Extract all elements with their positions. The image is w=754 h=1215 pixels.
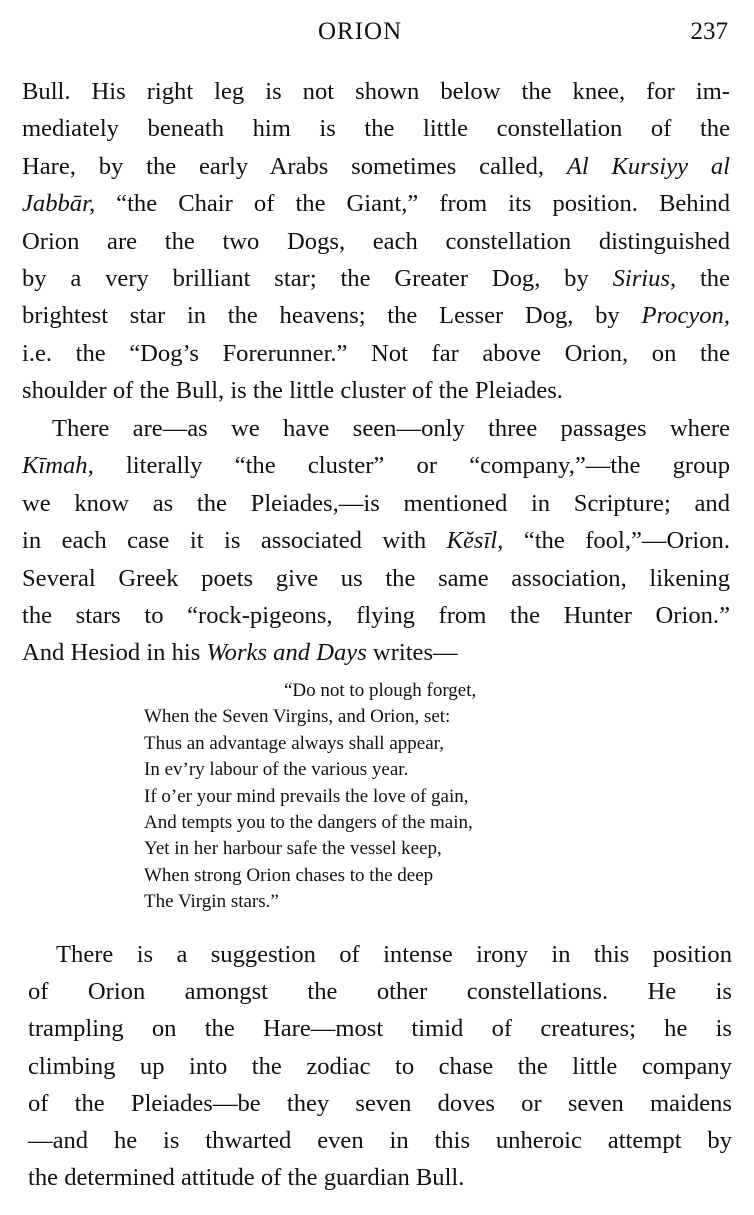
paragraph-1 bbox=[22, 73, 730, 410]
italic-term: Jabbār, bbox=[22, 190, 96, 218]
text-line: by a very brilliant star; the Greater Dog, by Sirius, the bbox=[22, 264, 730, 292]
text-line: Kīmah, literally “the cluster” or “company,”—the group bbox=[22, 452, 730, 480]
poem-line: In ev’ry labour of the various year. bbox=[144, 759, 409, 781]
italic-term: Works and Days bbox=[206, 639, 367, 667]
text-line: trampling on the Hare—most timid of creatures; he is bbox=[28, 1015, 732, 1043]
text-line: Bull. His right leg is not shown below the knee, for im- bbox=[22, 78, 730, 105]
poem-line: And tempts you to the dangers of the main, bbox=[144, 811, 473, 833]
text-line: Jabbār, “the Chair of the Giant,” from its position. Behind bbox=[22, 190, 730, 218]
text-line: we know as the Pleiades,—is mentioned in Scripture; and bbox=[22, 489, 730, 517]
text-line: —and he is thwarted even in this unheroic attempt by bbox=[28, 1126, 732, 1154]
text-line: i.e. the “Dog’s Forerunner.” Not far above Orion, on the bbox=[22, 339, 730, 367]
poem-quotation bbox=[144, 678, 476, 916]
poem-line: “Do not to plough forget, bbox=[284, 680, 477, 701]
italic-term: Kīmah, bbox=[22, 452, 94, 480]
poem-line: Thus an advantage always shall appear, bbox=[144, 732, 444, 754]
italic-term: Sirius, bbox=[612, 264, 677, 292]
text-line: of the Pleiades—be they seven doves or seven maidens bbox=[28, 1089, 732, 1117]
text-line: Hare, by the early Arabs sometimes called, Al Kursiyy al bbox=[22, 152, 730, 180]
poem-line: When the Seven Virgins, and Orion, set: bbox=[144, 706, 451, 728]
text-line: shoulder of the Bull, is the little cluster of the Pleiades. bbox=[22, 377, 563, 405]
text-line: of Orion amongst the other constellations. He is bbox=[28, 978, 732, 1006]
paragraph-3 bbox=[28, 936, 732, 1196]
poem-line: When strong Orion chases to the deep bbox=[144, 864, 434, 886]
italic-term: Kĕsīl, bbox=[446, 527, 504, 555]
text-line: the determined attitude of the guardian Bull. bbox=[28, 1164, 465, 1192]
italic-term: Procyon, bbox=[641, 302, 730, 330]
page-header bbox=[0, 16, 754, 52]
text-line: Several Greek poets give us the same association, likening bbox=[22, 564, 730, 592]
text-line: climbing up into the zodiac to chase the little company bbox=[28, 1052, 732, 1080]
text-line: There is a suggestion of intense irony in this position bbox=[56, 941, 732, 968]
text-line: There are—as we have seen—only three passages where bbox=[52, 415, 730, 442]
text-line: And Hesiod in his Works and Days writes— bbox=[22, 639, 458, 667]
page-number: 237 bbox=[690, 18, 728, 45]
text-line: brightest star in the heavens; the Lesser Dog, by Procyon, bbox=[22, 302, 730, 330]
poem-line: The Virgin stars.” bbox=[144, 891, 279, 913]
text-line: Orion are the two Dogs, each constellation distinguished bbox=[22, 227, 730, 255]
paragraph-2 bbox=[22, 410, 730, 672]
running-title: ORION bbox=[318, 18, 403, 45]
poem-line: Yet in her harbour safe the vessel keep, bbox=[144, 838, 442, 860]
poem-line: If o’er your mind prevails the love of gain, bbox=[144, 785, 469, 807]
text-line: in each case it is associated with Kĕsīl, “the fool,”—Orion. bbox=[22, 527, 730, 555]
text-line: the stars to “rock-pigeons, flying from the Hunter Orion.” bbox=[22, 601, 730, 629]
italic-term: Al Kursiyy al bbox=[566, 152, 730, 180]
text-line: mediately beneath him is the little constellation of the bbox=[22, 115, 730, 143]
